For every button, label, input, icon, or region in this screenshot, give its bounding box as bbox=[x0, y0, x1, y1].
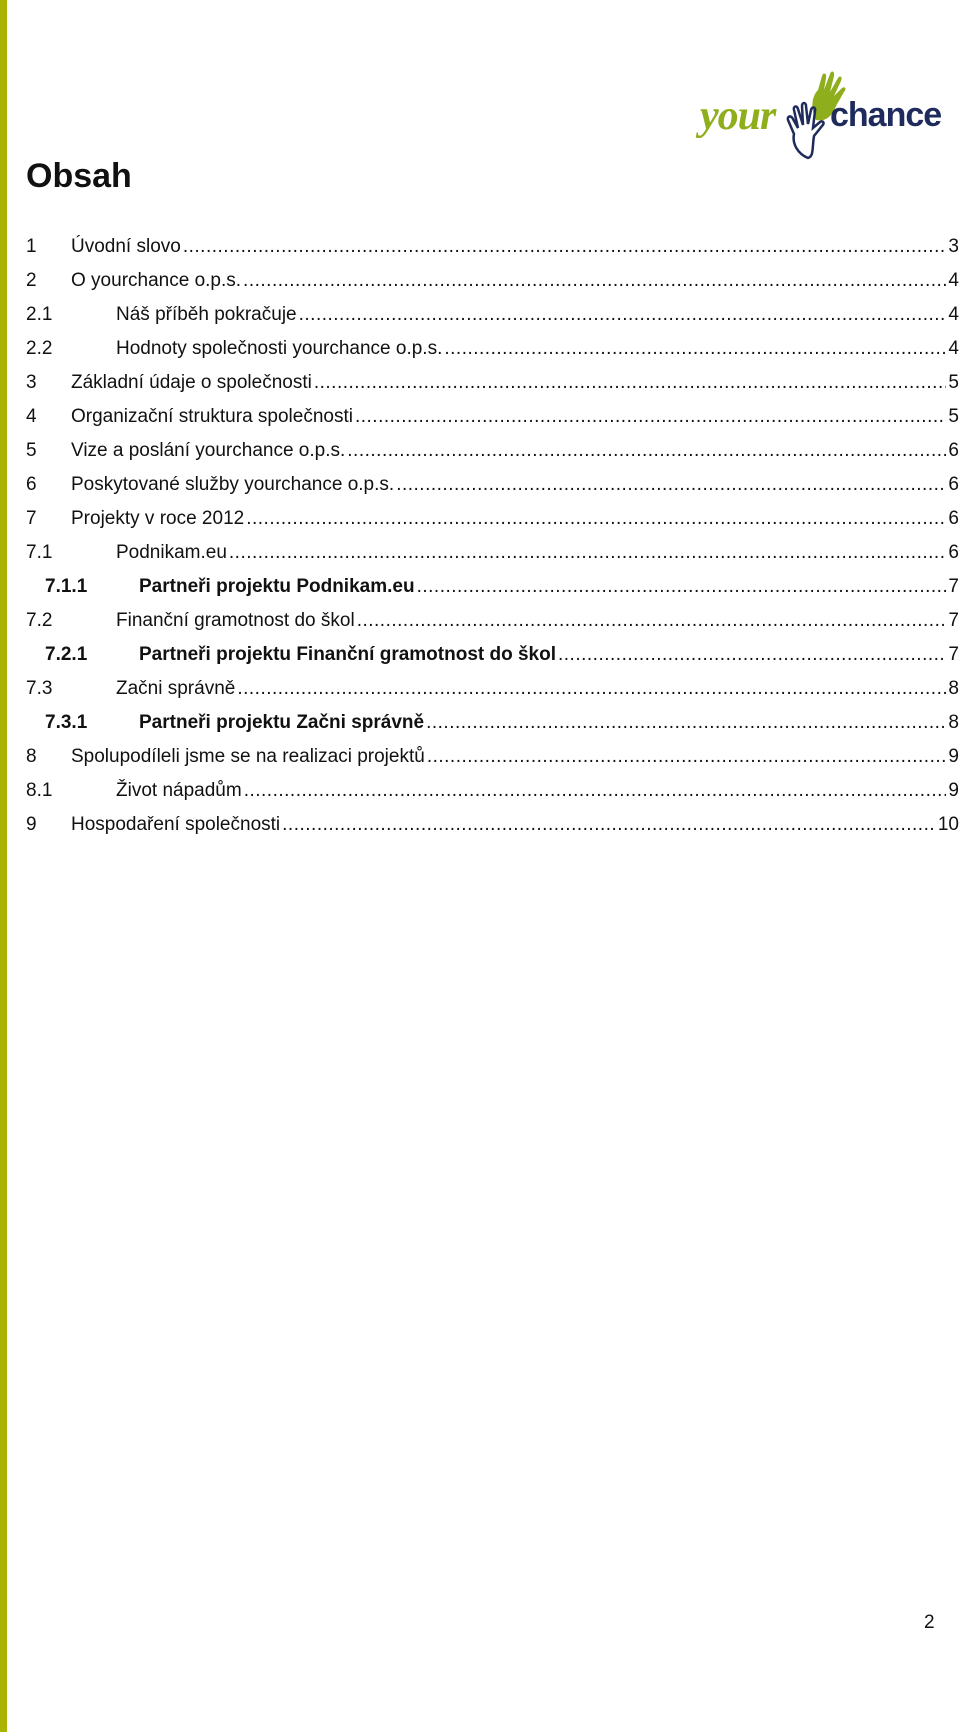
toc-entry-label: Partneři projektu Finanční gramotnost do škol bbox=[139, 644, 556, 665]
toc-entry-number: 6 bbox=[26, 474, 37, 495]
toc-entry-page: 6 bbox=[948, 474, 959, 495]
toc-entry[interactable] bbox=[26, 468, 959, 502]
toc-entry-number: 8.1 bbox=[26, 780, 53, 801]
toc-entry[interactable] bbox=[26, 502, 959, 536]
logo-chance-text: chance bbox=[830, 96, 942, 134]
toc-entry-label: Začni správně bbox=[116, 678, 236, 699]
toc-entry-label: Hospodaření společnosti bbox=[71, 814, 281, 835]
toc-entry-number: 7 bbox=[26, 508, 37, 529]
toc-leader-dots bbox=[427, 740, 947, 774]
toc-entry-page: 7 bbox=[948, 644, 959, 665]
toc-entry-page: 4 bbox=[948, 270, 959, 291]
toc-entry[interactable] bbox=[26, 740, 959, 774]
toc-entry[interactable] bbox=[26, 264, 959, 298]
toc-entry-label: Úvodní slovo bbox=[71, 236, 181, 257]
toc-entry-label: Organizační struktura společnosti bbox=[71, 406, 353, 427]
toc-entry-label: Podnikam.eu bbox=[116, 542, 227, 563]
toc-entry-label: Spolupodíleli jsme se na realizaci projektů bbox=[71, 746, 425, 767]
yourchance-logo bbox=[700, 70, 940, 160]
toc-entry-page: 7 bbox=[948, 610, 959, 631]
toc-entry-number: 2.2 bbox=[26, 338, 53, 359]
toc-entry-label: Partneři projektu Podnikam.eu bbox=[139, 576, 415, 597]
toc-entry-page: 6 bbox=[948, 440, 959, 461]
toc-entry-page: 8 bbox=[948, 712, 959, 733]
toc-leader-dots bbox=[244, 774, 947, 808]
toc-entry[interactable] bbox=[26, 706, 959, 740]
toc-entry-page: 8 bbox=[948, 678, 959, 699]
toc-entry-page: 5 bbox=[948, 372, 959, 393]
toc-entry-label: Poskytované služby yourchance o.p.s. bbox=[71, 474, 395, 495]
toc-entry-number: 7.2.1 bbox=[45, 644, 88, 665]
toc-leader-dots bbox=[357, 604, 947, 638]
toc-entry-page: 9 bbox=[948, 780, 959, 801]
left-accent-bar bbox=[0, 0, 7, 1732]
toc-entry-label: O yourchance o.p.s. bbox=[71, 270, 242, 291]
toc-entry-number: 1 bbox=[26, 236, 37, 257]
toc-entry-page: 6 bbox=[948, 508, 959, 529]
toc-leader-dots bbox=[237, 672, 946, 706]
toc-leader-dots bbox=[558, 638, 946, 672]
toc-leader-dots bbox=[314, 366, 947, 400]
toc-entry[interactable] bbox=[26, 808, 959, 842]
toc-entry-label: Hodnoty společnosti yourchance o.p.s. bbox=[116, 338, 443, 359]
toc-entry-number: 2.1 bbox=[26, 304, 53, 325]
toc-entry[interactable] bbox=[26, 570, 959, 604]
toc-entry[interactable] bbox=[26, 298, 959, 332]
toc-leader-dots bbox=[444, 332, 946, 366]
toc-entry-label: Partneři projektu Začni správně bbox=[139, 712, 425, 733]
toc-entry-number: 7.2 bbox=[26, 610, 53, 631]
toc-leader-dots bbox=[229, 536, 947, 570]
toc-leader-dots bbox=[246, 502, 946, 536]
toc-entry-page: 4 bbox=[948, 304, 959, 325]
toc-leader-dots bbox=[282, 808, 936, 842]
toc-entry-number: 8 bbox=[26, 746, 37, 767]
toc-entry-page: 6 bbox=[948, 542, 959, 563]
toc-leader-dots bbox=[347, 434, 946, 468]
toc-entry-label: Základní údaje o společnosti bbox=[71, 372, 312, 393]
toc-entry-label: Finanční gramotnost do škol bbox=[116, 610, 355, 631]
toc-entry[interactable] bbox=[26, 332, 959, 366]
toc-leader-dots bbox=[299, 298, 947, 332]
toc-entry[interactable] bbox=[26, 638, 959, 672]
toc-leader-dots bbox=[396, 468, 946, 502]
toc-entry[interactable] bbox=[26, 230, 959, 264]
toc-entry-label: Vize a poslání yourchance o.p.s. bbox=[71, 440, 346, 461]
toc-entry-page: 7 bbox=[948, 576, 959, 597]
toc-entry-label: Život nápadům bbox=[116, 780, 242, 801]
toc-entry-page: 9 bbox=[948, 746, 959, 767]
toc-entry[interactable] bbox=[26, 672, 959, 706]
toc-entry-page: 5 bbox=[948, 406, 959, 427]
toc-entry-number: 7.1.1 bbox=[45, 576, 88, 597]
toc-entry-number: 7.1 bbox=[26, 542, 53, 563]
toc-leader-dots bbox=[417, 570, 947, 604]
toc-leader-dots bbox=[183, 230, 947, 264]
toc-leader-dots bbox=[243, 264, 946, 298]
logo-your-text: your bbox=[700, 93, 776, 139]
toc-entry[interactable] bbox=[26, 400, 959, 434]
toc-entry-page: 3 bbox=[948, 236, 959, 257]
toc-entry[interactable] bbox=[26, 366, 959, 400]
toc-entry-page: 4 bbox=[948, 338, 959, 359]
page-title: Obsah bbox=[26, 157, 132, 195]
toc-entry-number: 7.3 bbox=[26, 678, 53, 699]
toc-entry-number: 7.3.1 bbox=[45, 712, 88, 733]
toc-entry[interactable] bbox=[26, 774, 959, 808]
toc-entry-number: 3 bbox=[26, 372, 37, 393]
toc-entry-number: 2 bbox=[26, 270, 37, 291]
toc-leader-dots bbox=[355, 400, 946, 434]
toc-entry-label: Náš příběh pokračuje bbox=[116, 304, 297, 325]
toc-entry-number: 5 bbox=[26, 440, 37, 461]
toc-entry-label: Projekty v roce 2012 bbox=[71, 508, 245, 529]
toc-entry[interactable] bbox=[26, 604, 959, 638]
toc-entry[interactable] bbox=[26, 536, 959, 570]
toc-leader-dots bbox=[426, 706, 946, 740]
table-of-contents bbox=[26, 230, 959, 842]
toc-entry-number: 4 bbox=[26, 406, 37, 427]
page-number: 2 bbox=[924, 1612, 935, 1633]
toc-entry-number: 9 bbox=[26, 814, 37, 835]
toc-entry[interactable] bbox=[26, 434, 959, 468]
toc-entry-page: 10 bbox=[937, 814, 959, 835]
